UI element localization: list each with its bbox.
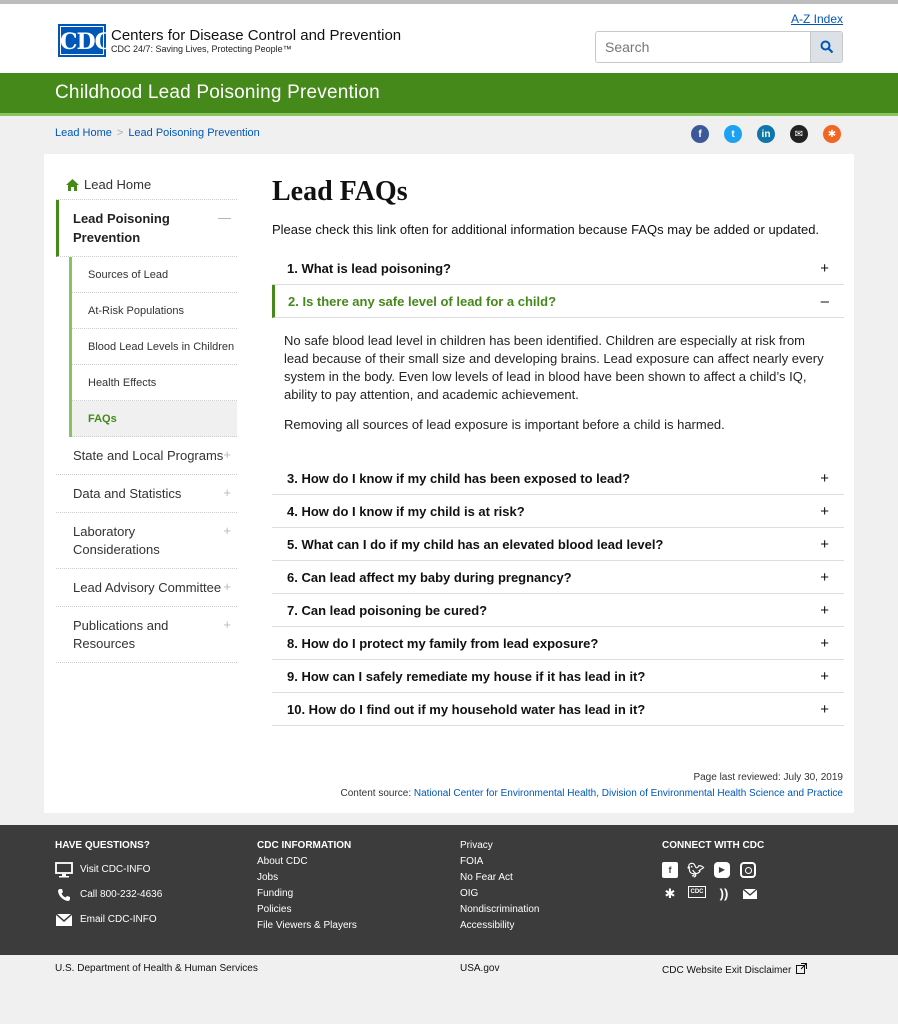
facebook-icon[interactable]: f	[662, 862, 678, 878]
side-navigation	[56, 170, 237, 663]
email-icon[interactable]: ✉	[790, 125, 808, 143]
sidebar-subitem-blood-lead-levels-in-children[interactable]: Blood Lead Levels in Children	[72, 329, 237, 365]
footer-questions	[55, 838, 162, 932]
sidebar-item-label: State and Local Programs	[73, 448, 224, 463]
faq-question-7[interactable]	[272, 594, 844, 627]
answer-paragraph: No safe blood lead level in children has been identified. Children are especially at risk from lead because of their small size and developing brains. Lead exposure can affect nearly every system in the body. Even low levels of lead in blood have been shown to affect a child’s IQ, ability to pay attention, and academic achievement.	[284, 333, 824, 402]
breadcrumb-lead-home[interactable]: Lead Home	[55, 127, 112, 139]
email-cdc-info-link[interactable]: Email CDC-INFO	[55, 907, 162, 932]
exit-disclaimer-link[interactable]: CDC Website Exit Disclaimer	[662, 963, 807, 976]
site-footer	[0, 825, 898, 955]
footer-link-oig[interactable]: OIG	[460, 888, 479, 899]
cdc-logo-mark: CDC	[58, 24, 106, 57]
logo-tagline: CDC 24/7: Saving Lives, Protecting People™	[111, 43, 292, 54]
footer-link-privacy[interactable]: Privacy	[460, 840, 493, 851]
faq-question-3[interactable]	[272, 462, 844, 495]
sidebar-item-label: Laboratory Considerations	[73, 524, 160, 557]
syndicate-icon[interactable]: ✱	[823, 125, 841, 143]
faq-question-text: 7. Can lead poisoning be cured?	[287, 602, 488, 618]
footer-link-file-viewers-players[interactable]: File Viewers & Players	[257, 920, 357, 931]
footer-connect	[662, 838, 764, 902]
faq-accordion	[272, 252, 844, 726]
faq-question-text: 4. How do I know if my child is at risk?	[287, 503, 525, 519]
envelope-icon	[56, 914, 72, 926]
collapse-icon[interactable]: –	[820, 292, 829, 310]
footer-cdc-information	[257, 838, 357, 934]
sidebar-item-laboratory-considerations[interactable]	[56, 513, 237, 569]
page-title: Lead FAQs	[272, 176, 408, 207]
faq-question-1[interactable]	[272, 252, 844, 285]
visit-cdc-info-link[interactable]: Visit CDC-INFO	[55, 857, 162, 882]
facebook-icon[interactable]: f	[691, 125, 709, 143]
sidebar-item-lead-home[interactable]	[56, 170, 237, 200]
sidebar-item-label: Publications and Resources	[73, 618, 169, 651]
logo-title: Centers for Disease Control and Prevention	[111, 26, 402, 44]
main-content	[272, 176, 844, 726]
faq-question-text: 8. How do I protect my family from lead exposure?	[287, 635, 599, 651]
expand-icon[interactable]: +	[820, 502, 829, 520]
email-icon[interactable]	[742, 886, 758, 902]
social-share-bar	[691, 125, 841, 143]
faq-question-text: 1. What is lead poisoning?	[287, 260, 451, 276]
sidebar-subitem-at-risk-populations[interactable]: At-Risk Populations	[72, 293, 237, 329]
linkedin-icon[interactable]: in	[757, 125, 775, 143]
faq-question-2[interactable]	[272, 285, 844, 318]
expand-icon[interactable]: +	[820, 700, 829, 718]
sidebar-subnav	[69, 257, 237, 437]
sidebar-subitem-faqs[interactable]: FAQs	[72, 401, 237, 437]
faq-question-4[interactable]	[272, 495, 844, 528]
sidebar-item-publications-and-resources[interactable]	[56, 607, 237, 663]
footer-link-no-fear-act[interactable]: No Fear Act	[460, 872, 513, 883]
expand-icon[interactable]: +	[820, 601, 829, 619]
expand-icon[interactable]: +	[223, 485, 231, 500]
faq-question-text: 9. How can I safely remediate my house if it has lead in it?	[287, 668, 646, 684]
content-source-link[interactable]: National Center for Environmental Health, Division of Environmental Health Science and Practice	[413, 788, 843, 799]
sidebar-item-state-and-local-programs[interactable]	[56, 437, 237, 475]
expand-icon[interactable]: +	[223, 447, 231, 462]
youtube-icon[interactable]: ▶	[714, 862, 730, 878]
sidebar-item-label: Data and Statistics	[73, 486, 182, 501]
expand-icon[interactable]: +	[820, 259, 829, 277]
expand-icon[interactable]: +	[820, 634, 829, 652]
breadcrumb-separator: >	[116, 127, 124, 139]
cdc-tv-icon[interactable]: CDC	[688, 886, 706, 898]
faq-question-8[interactable]	[272, 627, 844, 660]
expand-icon[interactable]: +	[820, 568, 829, 586]
content-source-label: Content source:	[340, 788, 414, 799]
footer-link-funding[interactable]: Funding	[257, 888, 294, 899]
usa-gov-link[interactable]: USA.gov	[460, 963, 500, 974]
faq-question-text: 6. Can lead affect my baby during pregnancy?	[287, 569, 572, 585]
footer-link-accessibility[interactable]: Accessibility	[460, 920, 515, 931]
expand-icon[interactable]: +	[223, 523, 231, 538]
footer-link-jobs[interactable]: Jobs	[257, 872, 279, 883]
footer-link-foia[interactable]: FOIA	[460, 856, 484, 867]
footer-heading: HAVE QUESTIONS?	[55, 840, 150, 851]
twitter-icon[interactable]: t	[724, 125, 742, 143]
expand-icon[interactable]: +	[820, 469, 829, 487]
faq-question-text: 3. How do I know if my child has been exposed to lead?	[287, 470, 631, 486]
sidebar-main-items	[56, 437, 237, 663]
faq-question-text: 2. Is there any safe level of lead for a child?	[288, 293, 557, 309]
sidebar-item-lead-poisoning-prevention[interactable]	[56, 200, 237, 257]
sub-footer	[0, 955, 898, 1024]
intro-text: Please check this link often for additional information because FAQs may be added or updated.	[272, 222, 820, 237]
faq-question-text: 10. How do I find out if my household water has lead in it?	[287, 701, 646, 717]
instagram-icon[interactable]	[740, 862, 756, 878]
faq-question-9[interactable]	[272, 660, 844, 693]
footer-policies	[460, 838, 539, 934]
last-reviewed: Page last reviewed: July 30, 2019	[693, 772, 843, 783]
breadcrumb	[55, 127, 260, 139]
expand-icon[interactable]: +	[223, 617, 231, 632]
sidebar-item-label: Lead Advisory Committee	[73, 580, 222, 595]
sidebar-subitem-sources-of-lead[interactable]: Sources of Lead	[72, 257, 237, 293]
twitter-icon[interactable]: 🐦︎	[687, 862, 705, 878]
sidebar-item-data-and-statistics[interactable]	[56, 475, 237, 513]
faq-answer-2	[272, 318, 844, 462]
external-link-icon	[796, 963, 807, 974]
faq-question-5[interactable]	[272, 528, 844, 561]
home-icon	[66, 179, 79, 191]
rss-icon[interactable]: ))	[719, 886, 729, 901]
collapse-icon[interactable]: —	[218, 210, 231, 225]
content-source	[341, 788, 843, 799]
az-index-link[interactable]: A-Z Index	[790, 12, 843, 26]
answer-paragraph: Removing all sources of lead exposure is important before a child is harmed.	[284, 417, 725, 432]
footer-heading: CONNECT WITH CDC	[662, 840, 765, 851]
search-box	[595, 31, 843, 63]
breadcrumb-lead-poisoning-prevention[interactable]: Lead Poisoning Prevention	[128, 127, 260, 139]
faq-question-6[interactable]	[272, 561, 844, 594]
syndication-icon[interactable]: ✱	[664, 886, 676, 901]
call-link[interactable]: Call 800-232-4636	[55, 882, 162, 907]
search-button[interactable]	[810, 32, 842, 62]
expand-icon[interactable]: +	[223, 579, 231, 594]
sidebar-item-label: Lead Home	[84, 177, 152, 192]
footer-heading: CDC INFORMATION	[257, 840, 352, 851]
faq-question-10[interactable]	[272, 693, 844, 726]
phone-icon	[57, 888, 71, 902]
sidebar-subitem-health-effects[interactable]: Health Effects	[72, 365, 237, 401]
monitor-icon	[55, 862, 73, 878]
banner-title[interactable]: Childhood Lead Poisoning Prevention	[55, 82, 380, 103]
site-header	[0, 4, 898, 73]
footer-link-nondiscrimination[interactable]: Nondiscrimination	[460, 904, 540, 915]
search-input[interactable]	[596, 32, 810, 62]
expand-icon[interactable]: +	[820, 535, 829, 553]
cdc-logo[interactable]	[58, 24, 401, 57]
expand-icon[interactable]: +	[820, 667, 829, 685]
footer-link-about-cdc[interactable]: About CDC	[257, 856, 308, 867]
sidebar-item-label: Lead Poisoning Prevention	[73, 211, 170, 245]
sidebar-item-lead-advisory-committee[interactable]	[56, 569, 237, 607]
footer-link-policies[interactable]: Policies	[257, 904, 292, 915]
faq-question-text: 5. What can I do if my child has an elevated blood lead level?	[287, 536, 664, 552]
hhs-link[interactable]: U.S. Department of Health & Human Services	[55, 963, 258, 974]
search-icon	[820, 40, 834, 54]
